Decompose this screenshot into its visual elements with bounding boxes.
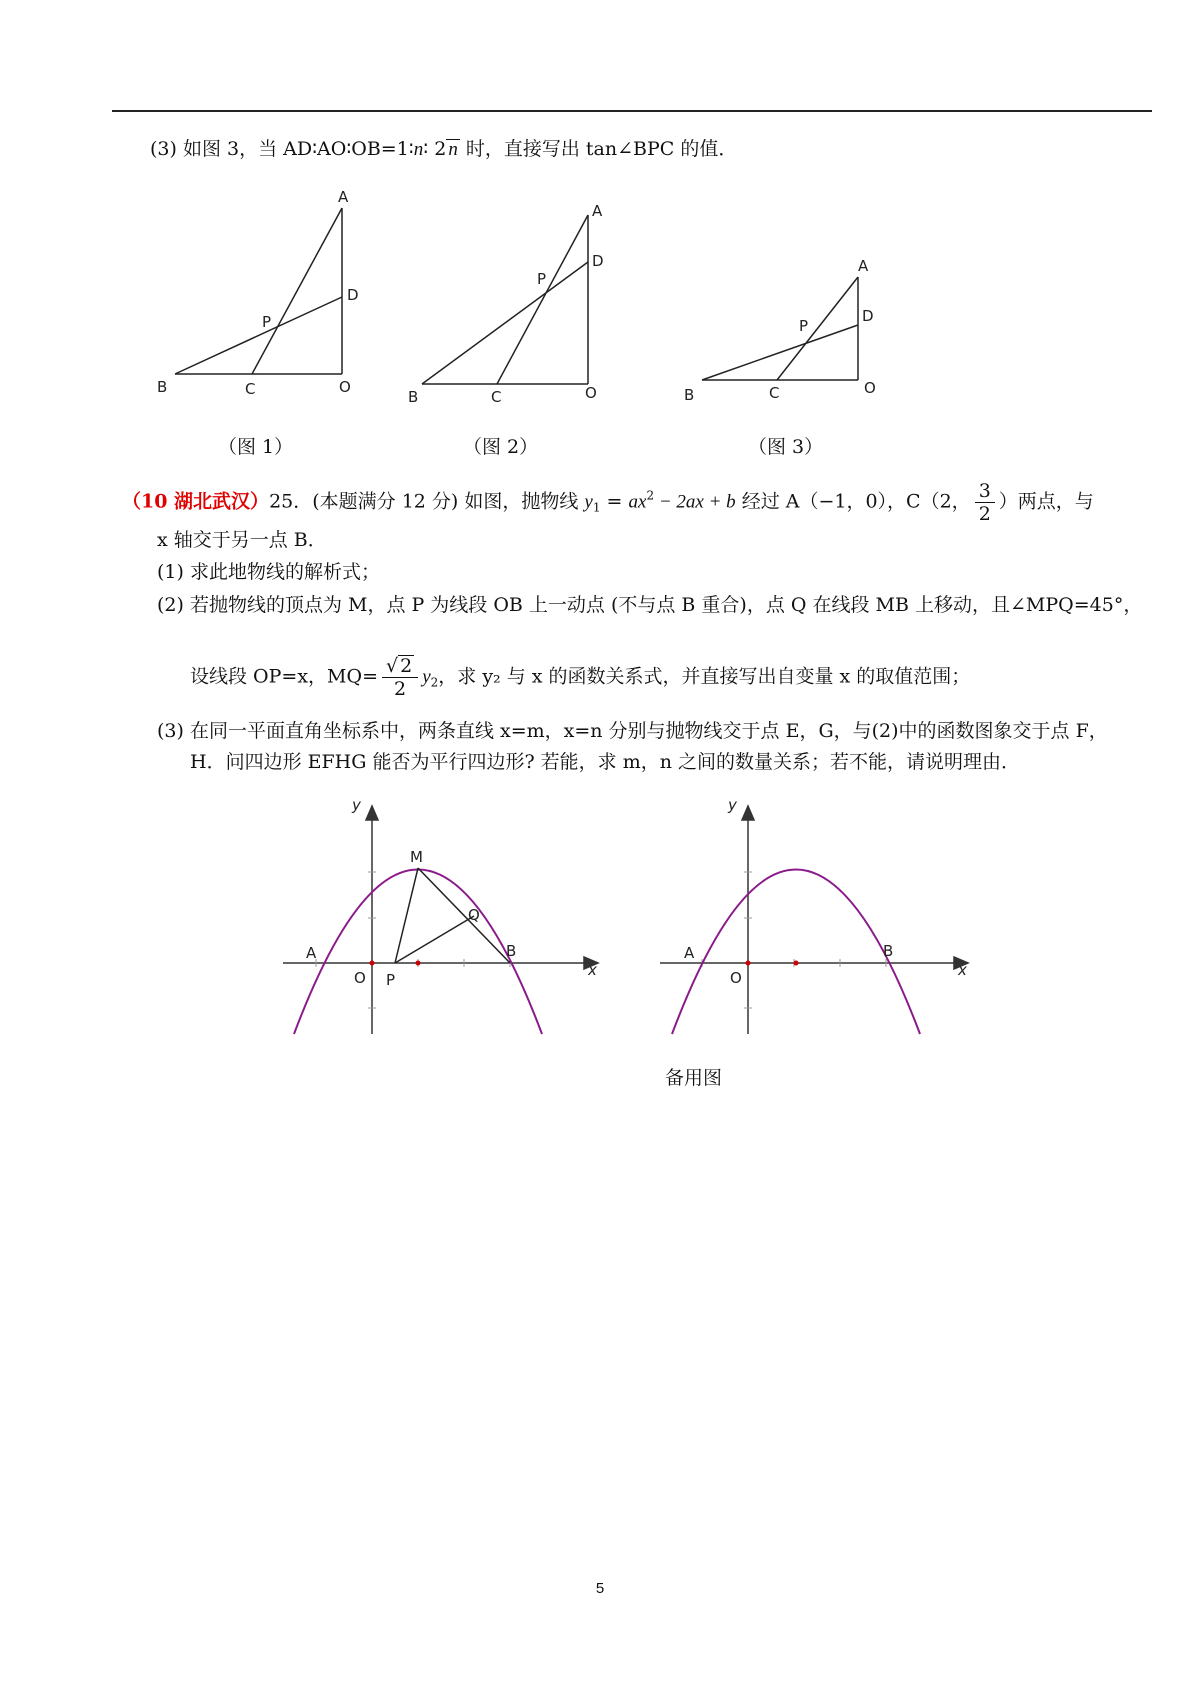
fig2-label-O: O (585, 384, 597, 402)
part-1: (1) 求此地物线的解析式； (157, 561, 380, 583)
fig3-label-O: O (864, 379, 876, 397)
fig2-label-B: B (408, 388, 419, 406)
graph2-label-y: y (728, 796, 737, 814)
graph1-label-B: B (506, 942, 517, 960)
graph1-label-A: A (306, 944, 317, 962)
spare-figure-caption: 备用图 (665, 1067, 723, 1089)
graph1-label-O: O (354, 969, 366, 987)
figure-3-caption: （图 3） (748, 436, 824, 458)
prev-question-3: (3) 如图 3，当 AD∶AO∶OB=1∶n∶ 2 n 时，直接写出 tan∠BPC 的值． (150, 138, 738, 160)
fig2-label-D: D (592, 252, 604, 270)
fig1-label-O: O (339, 378, 351, 396)
graph2-label-A: A (684, 944, 695, 962)
figure-1-caption: （图 1） (218, 436, 294, 458)
fig2-label-C: C (491, 388, 502, 406)
fig1-label-A: A (338, 188, 349, 206)
page-number: 5 (595, 1580, 605, 1597)
fig1-label-C: C (245, 380, 256, 398)
fig1-label-D: D (347, 286, 359, 304)
fig3-label-D: D (862, 307, 874, 325)
graph2-label-x: x (958, 961, 967, 979)
graph1-label-Q: Q (468, 906, 480, 924)
problem-25-line2: x 轴交于另一点 B． (157, 529, 327, 551)
fig3-label-P: P (799, 317, 809, 335)
part-3-line2: H．问四边形 EFHG 能否为平行四边形? 若能，求 m，n 之间的数量关系；若不能，请说明理由． (190, 751, 1021, 773)
part-2-line1: (2) 若抛物线的顶点为 M，点 P 为线段 OB 上一动点 (不与点 B 重合)，点 Q 在线段 MB 上移动，且∠MPQ=45°， (157, 594, 1143, 616)
problem-25-line1: （10 湖北武汉）25．(本题满分 12 分) 如图，抛物线 $y_1 = ax^2 - 2ax + b$ 经过 A（−1，0），C（2， $\frac{3}{2}$ ）两点，与 (122, 480, 1094, 525)
part-3-line1: (3) 在同一平面直角坐标系中，两条直线 x=m，x=n 分别与抛物线交于点 E，G，与(2)中的函数图象交于点 F， (157, 720, 1108, 742)
fig1-label-P: P (262, 313, 272, 331)
graph1-label-x: x (588, 961, 597, 979)
fig1-label-B: B (157, 378, 168, 396)
fig3-label-C: C (769, 384, 780, 402)
fig2-label-P: P (537, 270, 547, 288)
graph1-label-P: P (386, 971, 396, 989)
fig3-label-A: A (858, 257, 869, 275)
fig3-label-B: B (684, 386, 695, 404)
graph2-label-O: O (730, 969, 742, 987)
figure-2-caption: （图 2） (463, 436, 539, 458)
graph1-label-M: M (410, 848, 423, 866)
graph2-label-B: B (883, 942, 894, 960)
graph1-label-y: y (352, 796, 361, 814)
part-2-line2: 设线段 OP=x，MQ= $\frac{√ 2}{2}$ $y_2$，求 y₂ 与 x 的函数关系式，并直接写出自变量 x 的取值范围； (190, 655, 971, 700)
problem-source: （10 湖北武汉） (122, 490, 270, 513)
fig2-label-A: A (592, 202, 603, 220)
